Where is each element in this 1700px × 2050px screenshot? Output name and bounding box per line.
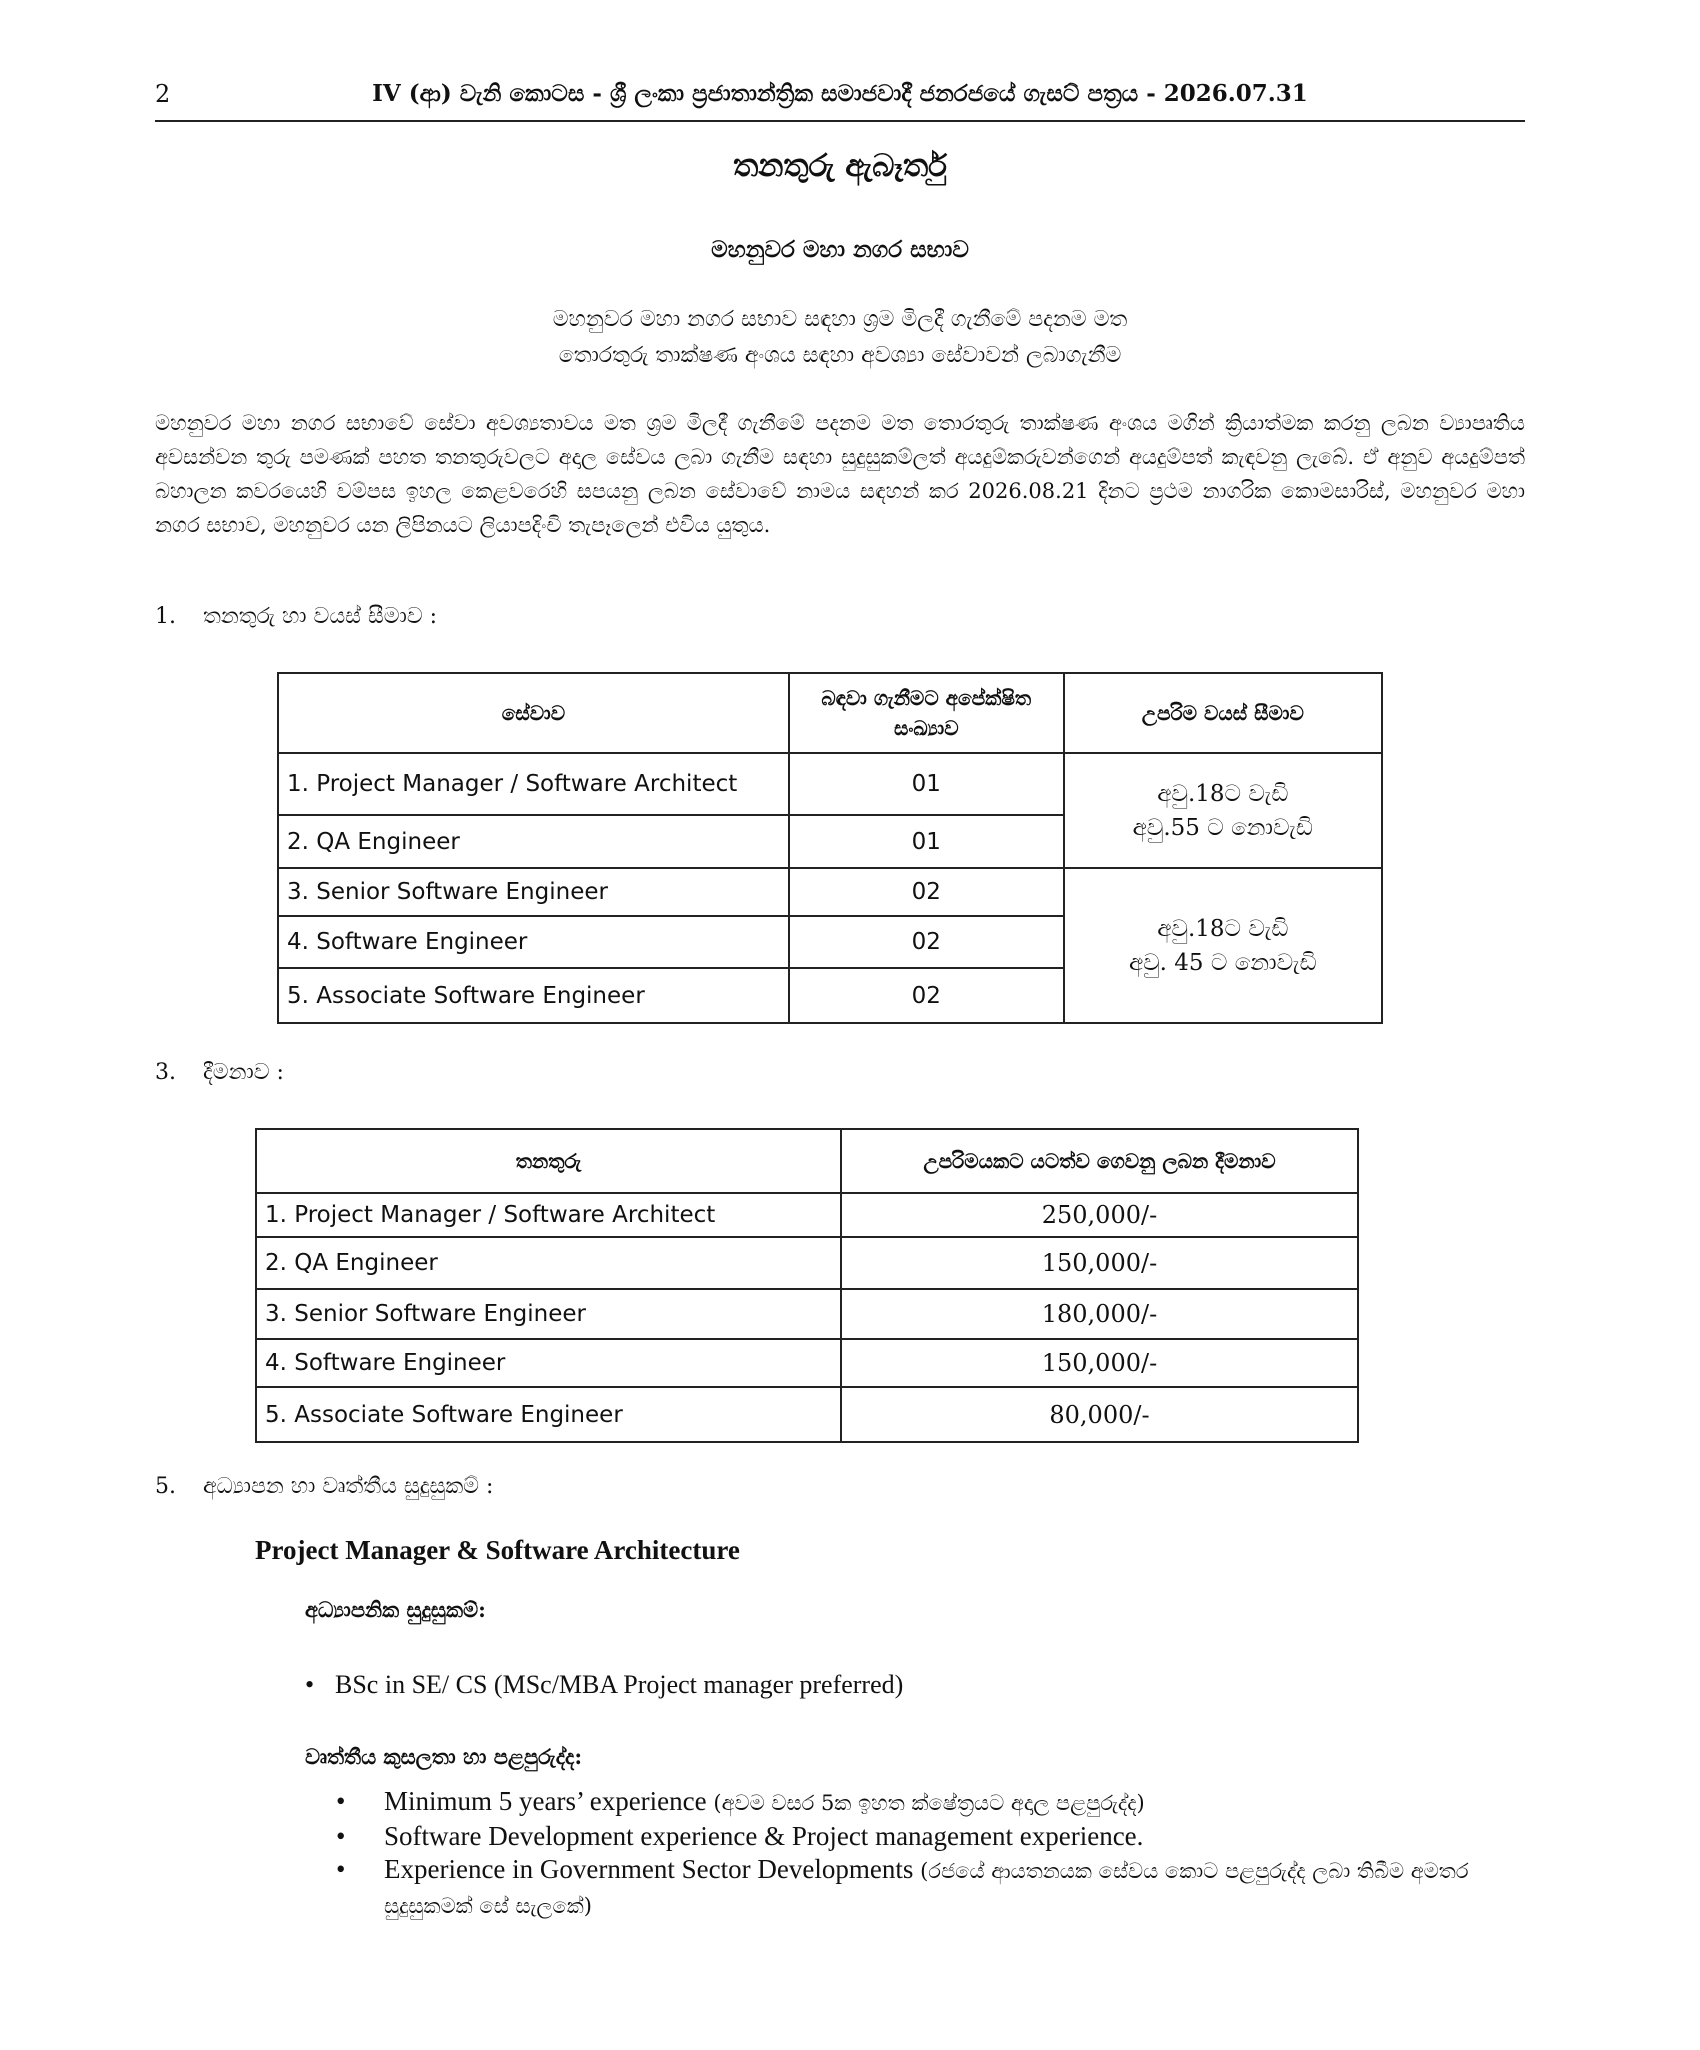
position-name: 1. Project Manager / Software Architect: [278, 753, 789, 815]
bullet-icon: •: [336, 1786, 346, 1816]
header-allowance: උපරිමයකට යටත්ව ගෙවනු ලබන දීමනාව: [841, 1129, 1358, 1193]
header-count: බඳවා ගැනීමට අපේක්ෂිත සංඛ්‍යාව: [789, 673, 1064, 753]
education-item: BSc in SE/ CS (MSc/MBA Project manager preferred): [335, 1670, 904, 1699]
experience-heading: වෘත්තීය කුසලතා හා පළපුරුද්ද:: [305, 1744, 583, 1769]
table-row: [256, 1193, 1358, 1237]
experience-text: Experience in Government Sector Developments: [384, 1854, 921, 1884]
position-count: 01: [789, 815, 1064, 868]
education-list: [305, 1670, 903, 1700]
page-number: 2: [155, 80, 171, 108]
list-item: [305, 1670, 903, 1700]
position-name: 5. Associate Software Engineer: [256, 1387, 841, 1442]
age-max: අවු. 45 ට නොවැඩි: [1128, 949, 1317, 976]
salary-table: [255, 1128, 1359, 1443]
section-number: 3.: [155, 1060, 176, 1085]
table-row: [256, 1237, 1358, 1289]
section-label: දීමනාව :: [203, 1060, 284, 1085]
position-name: 4. Software Engineer: [278, 916, 789, 968]
notice-subtitle: [155, 302, 1525, 374]
experience-text: Software Development experience & Project management experience.: [384, 1821, 1144, 1851]
allowance-amount: 80,000/-: [841, 1387, 1358, 1442]
position-name: 3. Senior Software Engineer: [256, 1289, 841, 1339]
table-row: [256, 1289, 1358, 1339]
position-count: 02: [789, 916, 1064, 968]
positions-age-table: [277, 672, 1383, 1024]
age-limit-group-1: [1064, 753, 1382, 868]
bullet-icon: •: [336, 1821, 346, 1851]
role-title: Project Manager & Software Architecture: [255, 1535, 740, 1565]
allowance-amount: 150,000/-: [841, 1339, 1358, 1387]
section-number: 1.: [155, 604, 176, 629]
allowance-amount: 250,000/-: [841, 1193, 1358, 1237]
experience-list: [336, 1785, 1526, 1923]
position-name: 2. QA Engineer: [278, 815, 789, 868]
section-number: 5.: [155, 1474, 176, 1499]
age-max: අවු.55 ට නොවැඩි: [1132, 814, 1313, 841]
experience-note: (රජයේ ආයතනයක සේවය කොට පළපුරුද්ද ලබා තිබීම අමතර සුදුසුකමක් සේ සැලකේ): [384, 1859, 1469, 1918]
council-name: මහනුවර මහා නගර සභාව: [711, 236, 969, 263]
table-row: [278, 868, 1382, 916]
position-name: 1. Project Manager / Software Architect: [256, 1193, 841, 1237]
section-label: අධ්‍යාපන හා වෘත්තීය සුදුසුකම් :: [203, 1474, 494, 1499]
list-item: [336, 1785, 1526, 1820]
header-service: සේවාව: [278, 673, 789, 753]
education-heading: අධ්‍යාපනික සුදුසුකම්:: [305, 1597, 486, 1622]
header-position: තනතුරු: [256, 1129, 841, 1193]
position-name: 3. Senior Software Engineer: [278, 868, 789, 916]
list-item: [336, 1820, 1526, 1853]
table-row: [256, 1387, 1358, 1442]
position-count: 02: [789, 868, 1064, 916]
age-limit-group-2: [1064, 868, 1382, 1023]
experience-note: (අවම වසර 5ක ඉහත ක්ෂේත්‍රයට අදාල පළපුරුද්ද): [713, 1791, 1145, 1815]
gazette-header-title: IV (ආ) වැනි කොටස - ශ්‍රී ලංකා ප්‍රජාතාන්ත්‍රික සමාජවාදී ජනරජයේ ගැසට් පත්‍රය - 2026.07.31: [372, 80, 1308, 107]
experience-text: Minimum 5 years’ experience: [384, 1786, 714, 1816]
page-header: [155, 78, 1525, 122]
list-item: [336, 1853, 1526, 1923]
position-count: 02: [789, 968, 1064, 1023]
position-name: 2. QA Engineer: [256, 1237, 841, 1289]
header-max-age: උපරිම වයස් සීමාව: [1064, 673, 1382, 753]
page-title: තනතුරු ඇබෑර්තු: [733, 148, 947, 184]
age-min: අවු.18ට වැඩි: [1157, 915, 1289, 942]
age-min: අවු.18ට වැඩි: [1157, 780, 1289, 807]
allowance-amount: 150,000/-: [841, 1237, 1358, 1289]
subtitle-line-1: මහනුවර මහා නගර සභාව සඳහා ශ්‍රම මිලදී ගැනීමේ පදනම මත: [552, 307, 1128, 332]
bullet-icon: •: [336, 1854, 346, 1884]
position-name: 5. Associate Software Engineer: [278, 968, 789, 1023]
subtitle-line-2: තොරතුරු තාක්ෂණ අංශය සඳහා අවශ්‍යා සේවාවන් ලබාගැනීම: [558, 343, 1122, 368]
position-name: 4. Software Engineer: [256, 1339, 841, 1387]
table-row: [256, 1339, 1358, 1387]
table-row: [278, 753, 1382, 815]
section-label: තනතුරු හා වයස් සීමාව :: [203, 604, 438, 629]
allowance-amount: 180,000/-: [841, 1289, 1358, 1339]
intro-paragraph: මහනුවර මහා නගර සභාවේ සේවා අවශ්‍යතාවය මත ශ්‍රම මිලදී ගැනීමේ පදනම මත තොරතුරු තාක්ෂණ අංශය මගින් ක්‍රියාත්මක කරනු ලබන ව්‍යාපෘතිය අවසන්වන තුරු පමණක් පහත තනතුරුවලට අදාල සේවය ලබා ගැනීම සඳහා සුදුසුකම්ලත් අයදුම්කරුවන්ගෙන් අයදුම්පත් කැඳවනු ලැබේ. ඒ අනුව අයදුම්පත් බහාලන කවරයෙහි වම්පස ඉහල කෙළවරෙහි සපයනු ලබන සේවාවේ නාමය සඳහන් කර 2026.08.21 දිනට ප්‍රථම නාගරික කොමසාරිස්, මහනුවර මහා නගර සභාව, මහනුවර යන ලිපිනයට ලියාපදිංචි තැපෑලෙන් එවිය යුතුය.: [155, 411, 1525, 537]
position-count: 01: [789, 753, 1064, 815]
bullet-icon: •: [305, 1670, 315, 1699]
